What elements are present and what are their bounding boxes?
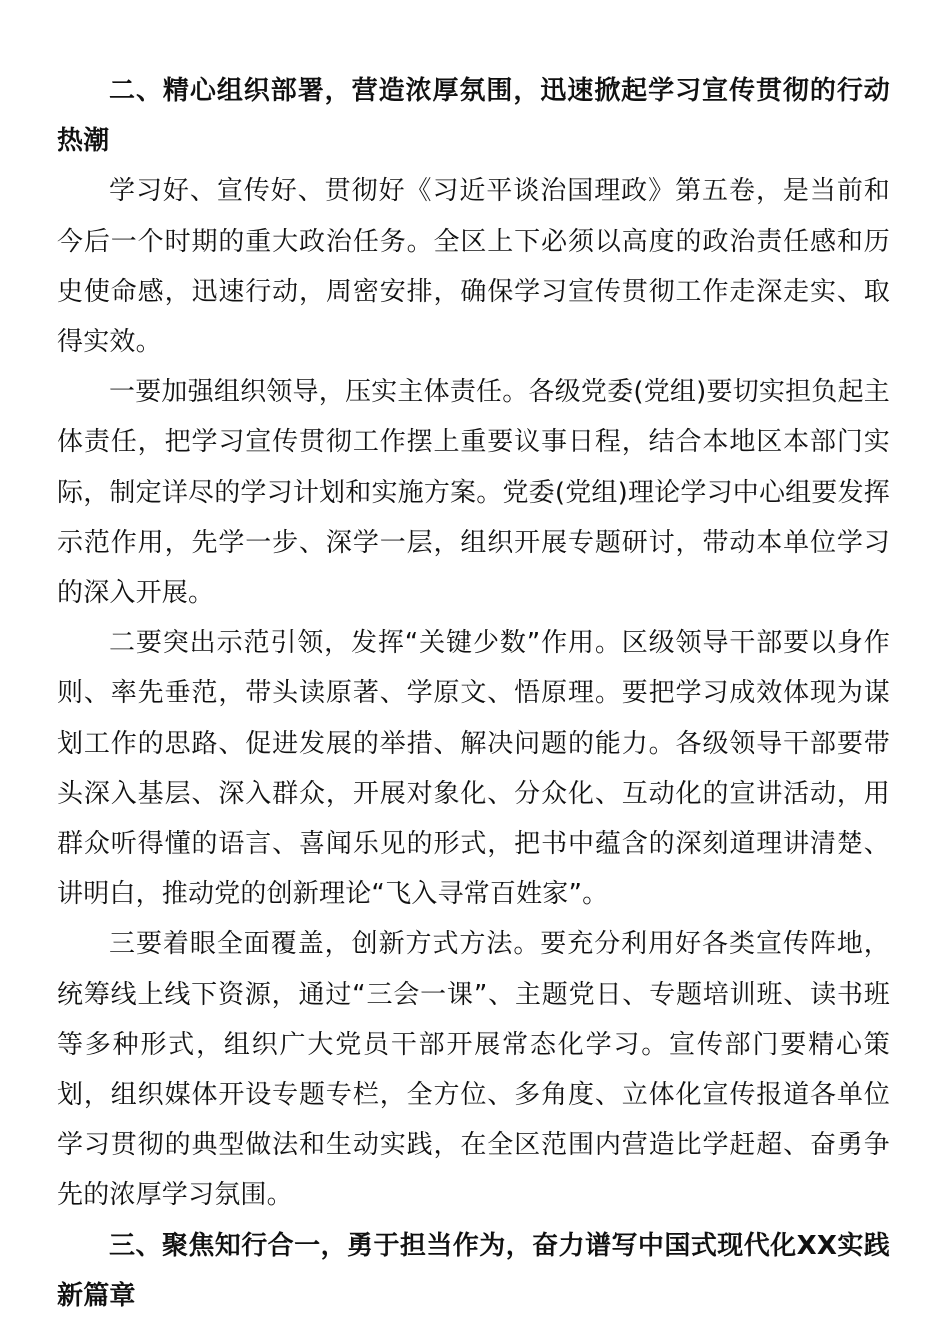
paragraph-intro: 学习好、宣传好、贯彻好《习近平谈治国理政》第五卷，是当前和今后一个时期的重大政治任务。全区上下必须以高度的政治责任感和历史使命感，迅速行动，周密安排，确保学习宣传贯彻工作走深走实、取得实效。 [57,176,890,358]
section-heading-three: 三、聚焦知行合一，勇于担当作为，奋力谱写中国式现代化XX实践新篇章 [57,1230,890,1311]
paragraph-point-two: 二要突出示范引领，发挥“关键少数”作用。区级领导干部要以身作则、率先垂范，带头读原著、学原文、悟原理。要把学习成效体现为谋划工作的思路、促进发展的举措、解决问题的能力。各级领导干部要带头深入基层、深入群众，开展对象化、分众化、互动化的宣讲活动，用群众听得懂的语言、喜闻乐见的形式，把书中蕴含的深刻道理讲清楚、讲明白，推动党的创新理论“飞入寻常百姓家”。 [57,628,890,910]
section-heading-two: 二、精心组织部署，营造浓厚氛围，迅速掀起学习宣传贯彻的行动热潮 [57,76,890,157]
document-body [57,66,890,1321]
paragraph-point-three: 三要着眼全面覆盖，创新方式方法。要充分利用好各类宣传阵地，统筹线上线下资源，通过“三会一课”、主题党日、专题培训班、读书班等多种形式，组织广大党员干部开展常态化学习。宣传部门要精心策划，组织媒体开设专题专栏，全方位、多角度、立体化宣传报道各单位学习贯彻的典型做法和生动实践，在全区范围内营造比学赶超、奋勇争先的浓厚学习氛围。 [57,929,890,1211]
paragraph-point-one: 一要加强组织领导，压实主体责任。各级党委(党组)要切实担负起主体责任，把学习宣传贯彻工作摆上重要议事日程，结合本地区本部门实际，制定详尽的学习计划和实施方案。党委(党组)理论学习中心组要发挥示范作用，先学一步、深学一层，组织开展专题研讨，带动本单位学习的深入开展。 [57,377,890,609]
